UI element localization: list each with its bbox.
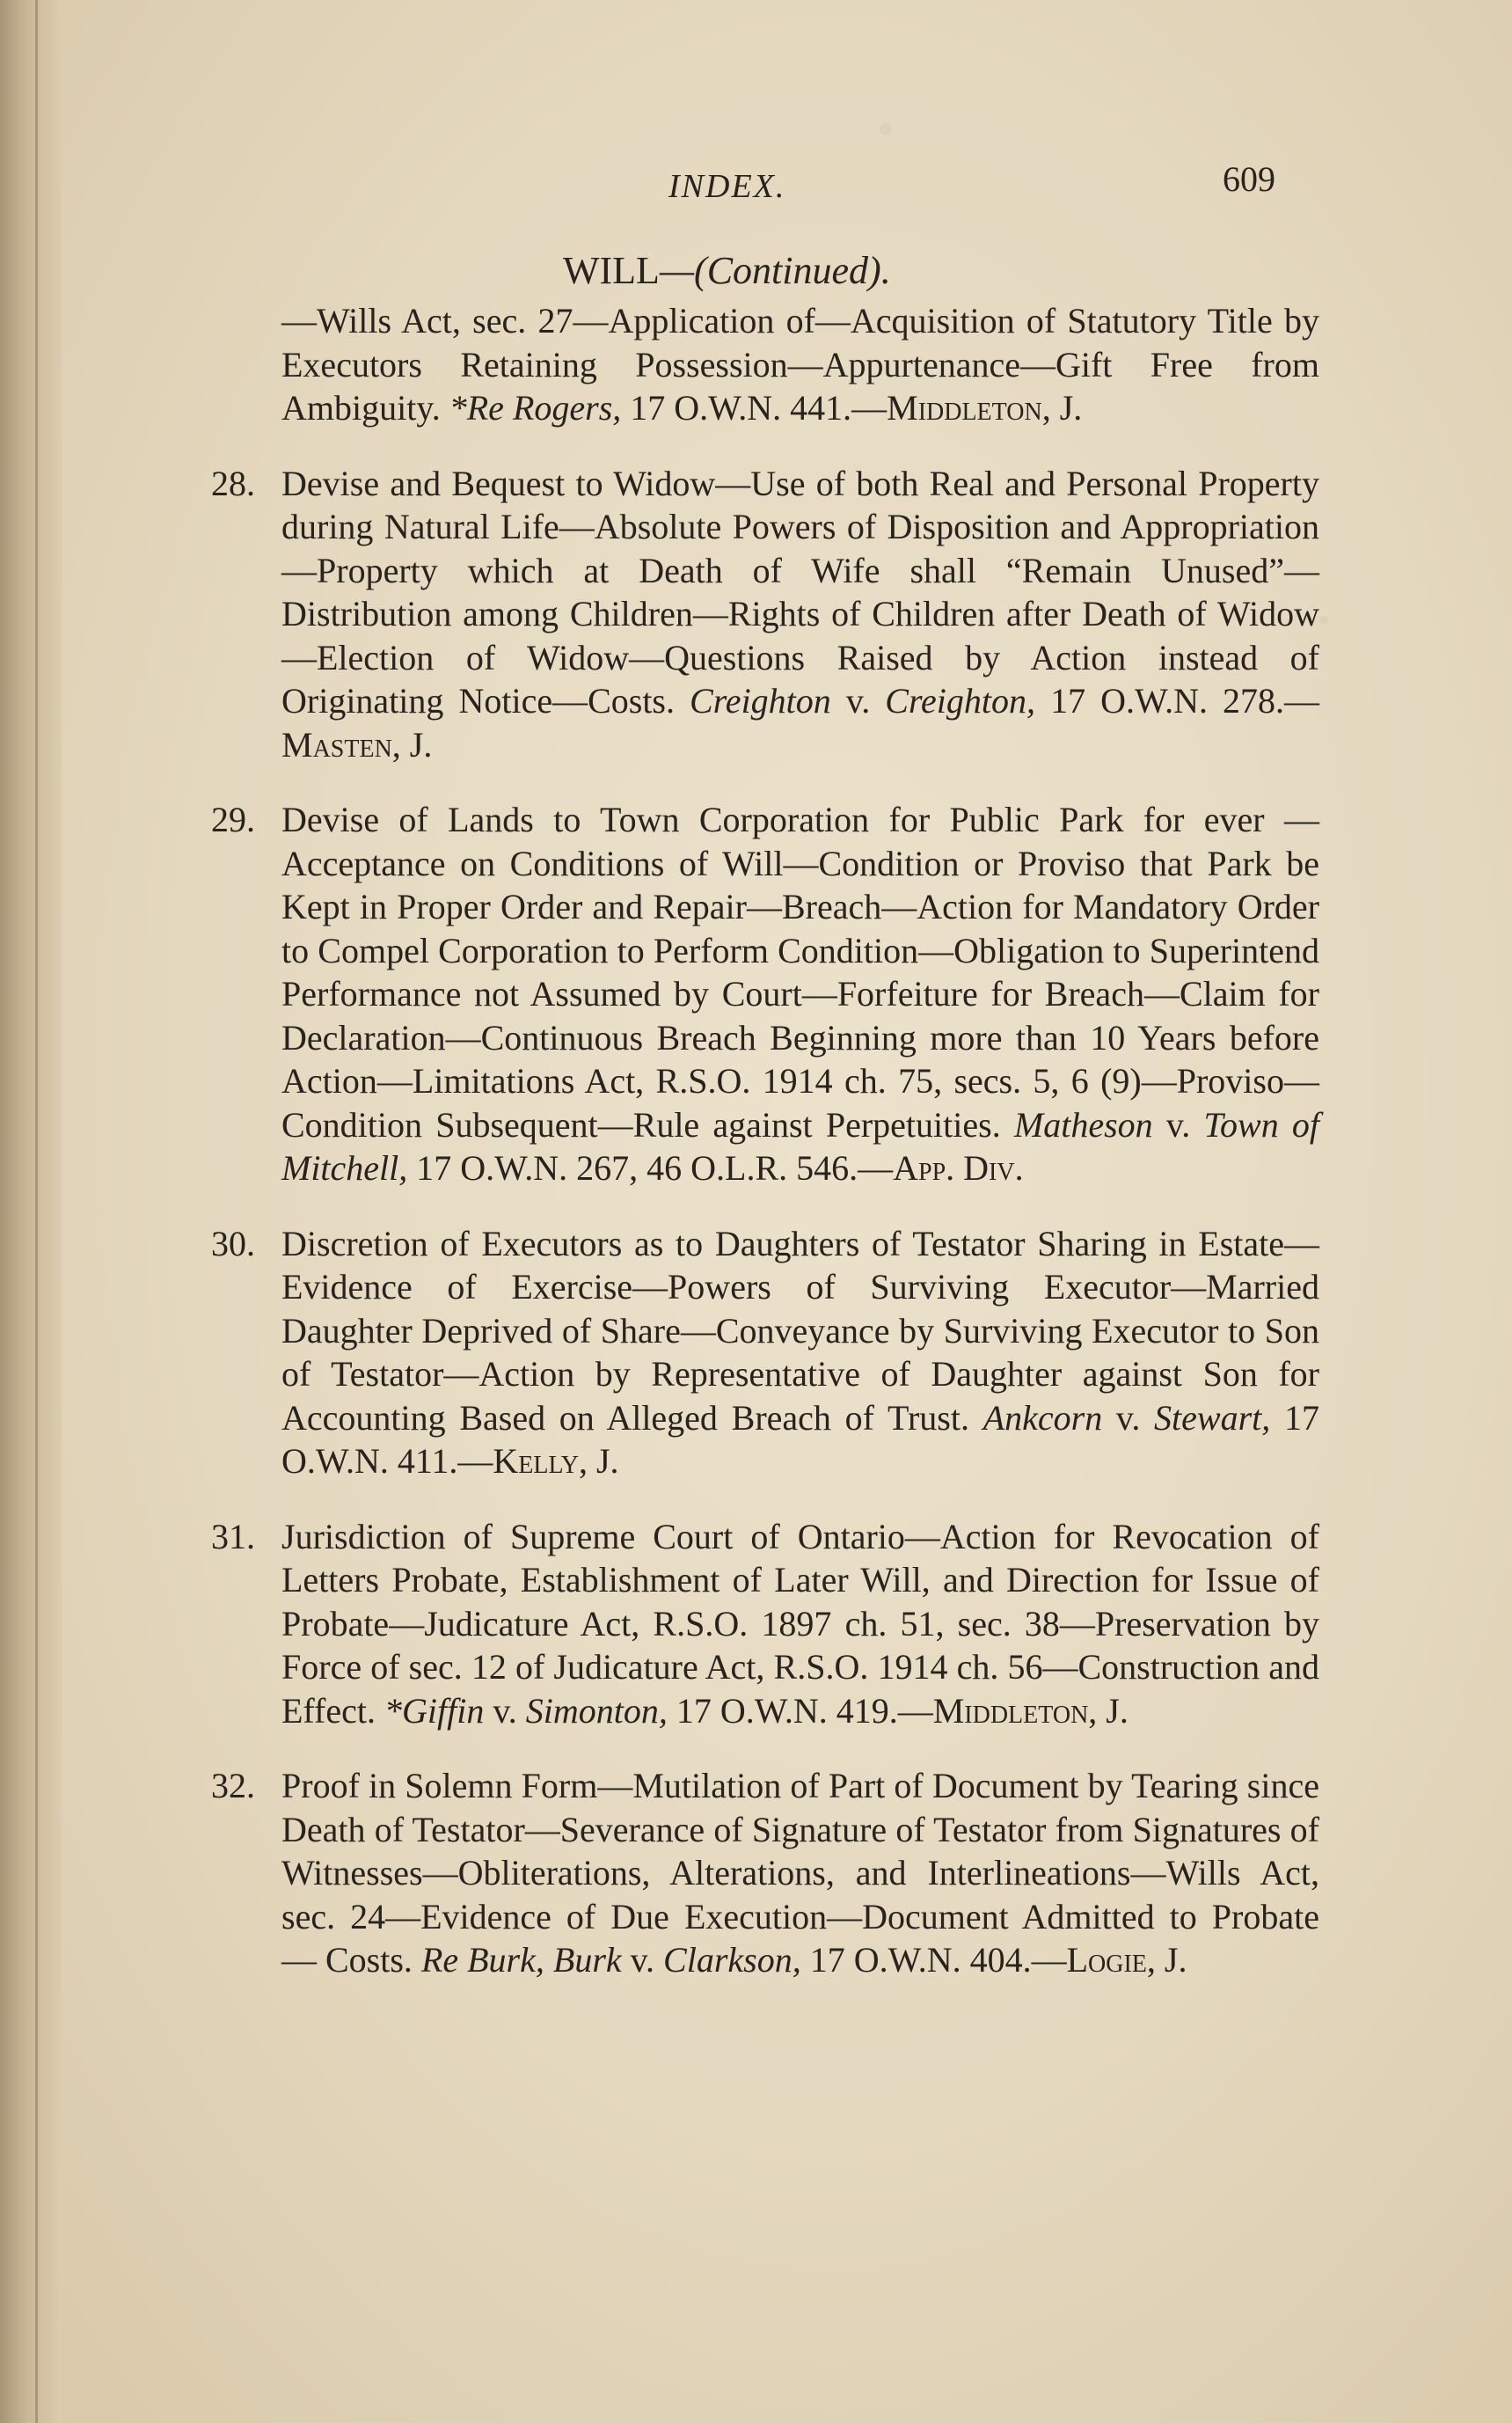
entry-number: 28. bbox=[211, 463, 255, 503]
heading-word: WILL bbox=[563, 249, 660, 292]
intro-judge: Middleton, J. bbox=[887, 388, 1083, 428]
entry-number: 31. bbox=[211, 1516, 255, 1556]
versus: v. bbox=[621, 1940, 664, 1980]
judge: Middleton, J. bbox=[932, 1690, 1129, 1731]
index-entry-32 bbox=[211, 1764, 1319, 1982]
versus: v. bbox=[1102, 1397, 1155, 1438]
page-number: 609 bbox=[1223, 159, 1275, 199]
ink-speck bbox=[1319, 616, 1328, 625]
versus: v. bbox=[1152, 1104, 1204, 1145]
index-content bbox=[211, 299, 1319, 1982]
ink-speck bbox=[880, 123, 892, 135]
intro-citation: 17 O.W.N. 441.— bbox=[621, 388, 887, 428]
citation: 17 O.W.N. 411.— bbox=[281, 1397, 1319, 1481]
case-name: Creighton bbox=[690, 681, 831, 721]
case-name: *Giffin bbox=[383, 1690, 485, 1731]
versus: v. bbox=[830, 681, 886, 721]
index-entry-31 bbox=[211, 1515, 1319, 1733]
entry-heading bbox=[563, 248, 891, 293]
versus: v. bbox=[484, 1690, 526, 1731]
page-header bbox=[264, 158, 1275, 211]
entry-text: Devise and Bequest to Widow—Use of both Real and Personal Property during Natural Life—Absolute Powers of Disposition and Appropriation—Property which at Death of Wife shall “Remain Unused”—Distribution among Children—Rights of Children after Death of Widow—Election of Widow—Questions Raised by Action instead of Originating Notice—Costs. bbox=[281, 463, 1319, 721]
case-name: Re Burk, Burk bbox=[420, 1940, 622, 1980]
running-title: INDEX. bbox=[668, 168, 786, 205]
intro-case: *Re Rogers, bbox=[449, 388, 622, 428]
entry-number: 30. bbox=[211, 1223, 255, 1263]
page-gutter bbox=[0, 0, 62, 2423]
citation: 17 O.W.N. 419.— bbox=[667, 1690, 933, 1731]
judge: App. Div. bbox=[893, 1148, 1024, 1188]
entry-text: Proof in Solemn Form—Mutilation of Part of Document by Tearing since Death of Testator—Severance of Signature of Testator from Signatures of Witnesses—Obliterations, Alterations, and Interlineations—Wills Act, sec. 24—Evidence of Due Execution—Document Admitted to Probate — Costs. bbox=[281, 1766, 1319, 1980]
heading-continued: —(Continued). bbox=[659, 249, 891, 292]
index-entry-28 bbox=[211, 462, 1319, 767]
case-name: Ankcorn bbox=[982, 1397, 1103, 1438]
entry-text: Jurisdiction of Supreme Court of Ontario—Action for Revocation of Letters Probate, Establishment of Later Will, and Direction for Issue of Probate—Judicature Act, R.S.O. 1897 ch. 51, sec. 38—Preservation by Force of sec. 12 of Judicature Act, R.S.O. 1914 ch. 56—Construction and Effect. bbox=[281, 1516, 1319, 1731]
case-name: Creighton, bbox=[885, 681, 1036, 721]
entry-number: 32. bbox=[211, 1766, 255, 1805]
case-name: Matheson bbox=[1013, 1104, 1153, 1145]
case-name: Town of Mitchell, bbox=[281, 1104, 1319, 1188]
judge: Kelly, J. bbox=[493, 1441, 619, 1481]
binding-edge bbox=[35, 0, 38, 2423]
intro-entry bbox=[211, 299, 1319, 430]
citation: 17 O.W.N. 278.— bbox=[1035, 681, 1320, 721]
judge: Masten, J. bbox=[281, 724, 433, 765]
index-entry-29 bbox=[211, 798, 1319, 1190]
entry-number: 29. bbox=[211, 800, 255, 839]
citation: 17 O.W.N. 404.— bbox=[800, 1940, 1067, 1980]
case-name: Simonton, bbox=[525, 1690, 668, 1731]
case-name: Clarkson, bbox=[663, 1940, 801, 1980]
intro-text: —Wills Act, sec. 27—Application of—Acquisition of Statutory Title by Executors Retaining Possession—Appurtenance—Gift Free from Ambiguity. bbox=[281, 301, 1319, 428]
judge: Logie, J. bbox=[1066, 1940, 1187, 1980]
citation: 17 O.W.N. 267, 46 O.L.R. 546.— bbox=[407, 1148, 894, 1188]
case-name: Stewart, bbox=[1154, 1397, 1271, 1438]
entry-text: Discretion of Executors as to Daughters of Testator Sharing in Estate—Evidence of Exercise—Powers of Surviving Executor—Married Daughter Deprived of Share—Conveyance by Surviving Executor to Son of Testator—Action by Representative of Daughter against Son for Accounting Based on Alleged Breach of Trust. bbox=[281, 1223, 1319, 1438]
index-entry-30 bbox=[211, 1222, 1319, 1483]
entry-text: Devise of Lands to Town Corporation for Public Park for ever —Acceptance on Conditions of Will—Condition or Proviso that Park be Kept in Proper Order and Repair—Breach—Action for Mandatory Order to Compel Corporation to Perform Condition—Obligation to Superintend Performance not Assumed by Court—Forfeiture for Breach—Claim for Declaration—Continuous Breach Beginning more than 10 Years before Action—Limitations Act, R.S.O. 1914 ch. 75, secs. 5, 6 (9)—Proviso—Condition Subsequent—Rule against Perpetuities. bbox=[281, 800, 1319, 1145]
